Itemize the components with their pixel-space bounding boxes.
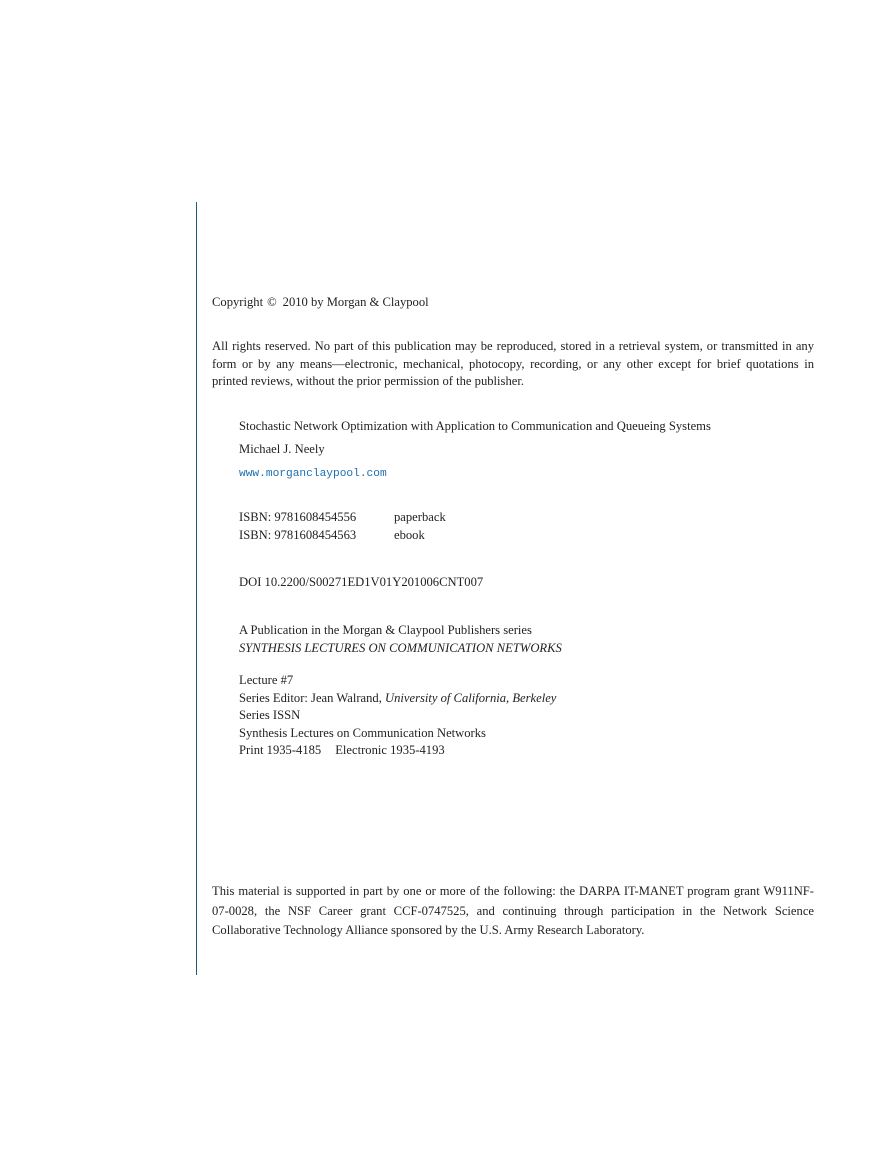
isbn-row bbox=[239, 527, 446, 545]
copyright-line bbox=[212, 294, 429, 310]
book-title: Stochastic Network Optimization with Application to Communication and Queueing Systems bbox=[239, 419, 711, 433]
series-editor-line bbox=[239, 690, 556, 708]
series-block bbox=[239, 622, 562, 657]
book-author: Michael J. Neely bbox=[239, 442, 325, 456]
series-editor-affiliation: University of California, Berkeley bbox=[385, 690, 557, 705]
isbn-number: ISBN: 9781608454556 bbox=[239, 510, 357, 524]
isbn-number: ISBN: 9781608454563 bbox=[239, 527, 357, 542]
series-issn-label: Series ISSN bbox=[239, 708, 301, 722]
series-issn-name: Synthesis Lectures on Communication Networks bbox=[239, 725, 486, 740]
print-issn: Print 1935-4185 bbox=[239, 743, 322, 757]
copyright-symbol: © bbox=[267, 295, 277, 309]
copyright-text: 2010 by Morgan & Claypool bbox=[282, 295, 429, 309]
lecture-number: Lecture #7 bbox=[239, 673, 294, 687]
margin-rule bbox=[196, 202, 197, 975]
support-paragraph: This material is supported in part by one or more of the following: the DARPA IT-MANET program grant W911NF-07-0028, the NSF Career grant CCF-0747525, and continuing through participation in the Network Science Collaborative Technology Alliance sponsored by the U.S. Army Research Laboratory. bbox=[212, 884, 814, 937]
lecture-block bbox=[239, 672, 556, 760]
series-title: SYNTHESIS LECTURES ON COMMUNICATION NETWORKS bbox=[239, 640, 562, 655]
isbn-format: paperback bbox=[394, 510, 446, 524]
copyright-prefix: Copyright bbox=[212, 295, 264, 309]
electronic-issn: Electronic 1935-4193 bbox=[335, 743, 445, 757]
series-editor-name: Series Editor: Jean Walrand, bbox=[239, 690, 382, 705]
isbn-row bbox=[239, 509, 446, 527]
issn-numbers bbox=[239, 742, 556, 760]
series-publication-line: A Publication in the Morgan & Claypool Publishers series bbox=[239, 623, 532, 637]
isbn-block bbox=[239, 509, 446, 544]
doi-line: DOI 10.2200/S00271ED1V01Y201006CNT007 bbox=[239, 575, 484, 589]
isbn-format: ebook bbox=[394, 527, 425, 542]
publisher-url-link[interactable]: www.morganclaypool.com bbox=[239, 468, 387, 480]
rights-paragraph: All rights reserved. No part of this publication may be reproduced, stored in a retrieval system, or transmitted in any form or by any means—electronic, mechanical, photocopy, recording, or any other except for brief quotations in printed reviews, without the prior permission of the publisher. bbox=[212, 339, 814, 388]
